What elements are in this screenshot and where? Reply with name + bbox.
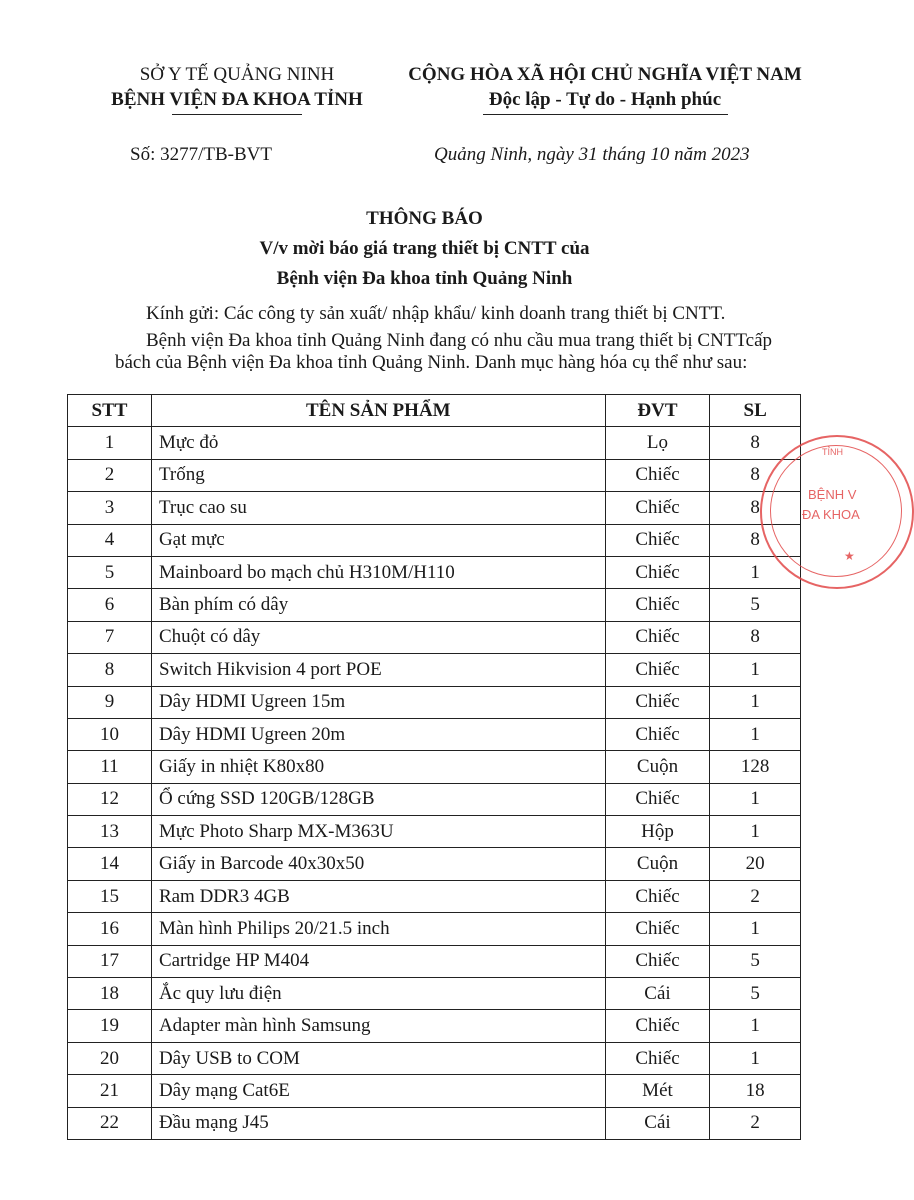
cell-stt: 22 [68,1107,152,1139]
cell-unit: Chiếc [605,1042,710,1074]
cell-qty: 1 [710,556,801,588]
cell-stt: 18 [68,978,152,1010]
table-row [68,751,801,783]
table-row [68,816,801,848]
cell-name: Mực đỏ [151,427,605,459]
national-motto: Độc lập - Tự do - Hạnh phúc [488,89,722,110]
cell-name: Switch Hikvision 4 port POE [151,654,605,686]
org-name: BỆNH VIỆN ĐA KHOA TỈNH [111,89,363,110]
cell-name: Gạt mực [151,524,605,556]
cell-qty: 8 [710,492,801,524]
cell-name: Giấy in nhiệt K80x80 [151,751,605,783]
cell-name: Giấy in Barcode 40x30x50 [151,848,605,880]
cell-unit: Chiếc [605,945,710,977]
cell-unit: Chiếc [605,880,710,912]
cell-qty: 20 [710,848,801,880]
org-parent: SỞ Y TẾ QUẢNG NINH [139,64,335,85]
org-underline [172,114,302,115]
cell-qty: 1 [710,816,801,848]
country-name: CỘNG HÒA XÃ HỘI CHỦ NGHĨA VIỆT NAM [408,64,802,85]
cell-unit: Chiếc [605,524,710,556]
cell-stt: 8 [68,654,152,686]
header-qty: SL [710,395,801,427]
cell-name: Dây HDMI Ugreen 20m [151,718,605,750]
table-row [68,1010,801,1042]
cell-qty: 18 [710,1075,801,1107]
title-line-3: Bệnh viện Đa khoa tỉnh Quảng Ninh [276,268,573,289]
cell-name: Cartridge HP M404 [151,945,605,977]
header-national [385,62,825,115]
cell-name: Ắc quy lưu điện [151,978,605,1010]
cell-stt: 9 [68,686,152,718]
header-name: TÊN SẢN PHẨM [151,395,605,427]
motto-underline [483,114,728,115]
cell-stt: 5 [68,556,152,588]
cell-unit: Chiếc [605,492,710,524]
cell-unit: Chiếc [605,589,710,621]
table-row [68,848,801,880]
cell-stt: 20 [68,1042,152,1074]
table-row [68,913,801,945]
table-row [68,524,801,556]
cell-stt: 6 [68,589,152,621]
table-row [68,556,801,588]
header-unit: ĐVT [605,395,710,427]
cell-unit: Cuộn [605,751,710,783]
cell-stt: 11 [68,751,152,783]
stamp-star-icon: ★ [844,549,855,563]
cell-qty: 1 [710,1010,801,1042]
cell-name: Dây HDMI Ugreen 15m [151,686,605,718]
stamp-top-text: TỈNH [822,447,843,457]
cell-unit: Lọ [605,427,710,459]
table-row [68,945,801,977]
cell-name: Ổ cứng SSD 120GB/128GB [151,783,605,815]
cell-name: Trục cao su [151,492,605,524]
cell-qty: 2 [710,1107,801,1139]
table-row [68,783,801,815]
cell-qty: 8 [710,459,801,491]
cell-unit: Chiếc [605,1010,710,1042]
table-row [68,621,801,653]
cell-stt: 19 [68,1010,152,1042]
cell-unit: Mét [605,1075,710,1107]
table-row [68,492,801,524]
cell-unit: Chiếc [605,654,710,686]
stamp-text-2: ĐA KHOA [802,507,860,522]
cell-name: Dây USB to COM [151,1042,605,1074]
cell-name: Màn hình Philips 20/21.5 inch [151,913,605,945]
cell-stt: 15 [68,880,152,912]
header-organization [92,62,382,115]
intro-paragraph: Bệnh viện Đa khoa tỉnh Quảng Ninh đang có nhu cầu mua trang thiết bị CNTTcấp bách của Bệnh viện Đa khoa tỉnh Quảng Ninh. Danh mục hàng hóa cụ thể như sau: [115,330,773,373]
table-row [68,718,801,750]
red-seal-stamp [760,435,914,589]
table-row [68,978,801,1010]
cell-stt: 7 [68,621,152,653]
title-line-1: THÔNG BÁO [366,208,483,229]
cell-unit: Hộp [605,816,710,848]
table-row [68,1075,801,1107]
table-row [68,459,801,491]
cell-qty: 5 [710,978,801,1010]
cell-qty: 2 [710,880,801,912]
cell-qty: 1 [710,718,801,750]
stamp-text-1: BỆNH V [808,487,857,502]
cell-stt: 10 [68,718,152,750]
cell-name: Dây mạng Cat6E [151,1075,605,1107]
title-line-2: V/v mời báo giá trang thiết bị CNTT của [259,238,590,259]
cell-name: Chuột có dây [151,621,605,653]
cell-qty: 1 [710,783,801,815]
table-row [68,589,801,621]
cell-unit: Cái [605,1107,710,1139]
cell-name: Bàn phím có dây [151,589,605,621]
cell-qty: 8 [710,621,801,653]
cell-name: Đầu mạng J45 [151,1107,605,1139]
cell-qty: 1 [710,686,801,718]
cell-name: Mainboard bo mạch chủ H310M/H110 [151,556,605,588]
cell-name: Ram DDR3 4GB [151,880,605,912]
cell-stt: 12 [68,783,152,815]
cell-unit: Chiếc [605,783,710,815]
table-row [68,427,801,459]
cell-stt: 21 [68,1075,152,1107]
cell-unit: Chiếc [605,621,710,653]
table-row [68,1107,801,1139]
cell-name: Trống [151,459,605,491]
cell-unit: Chiếc [605,556,710,588]
cell-qty: 8 [710,427,801,459]
header-stt: STT [68,395,152,427]
cell-stt: 2 [68,459,152,491]
cell-name: Mực Photo Sharp MX-M363U [151,816,605,848]
cell-name: Adapter màn hình Samsung [151,1010,605,1042]
cell-stt: 14 [68,848,152,880]
cell-unit: Chiếc [605,718,710,750]
cell-qty: 8 [710,524,801,556]
table-row [68,880,801,912]
cell-qty: 5 [710,589,801,621]
cell-unit: Cái [605,978,710,1010]
cell-stt: 1 [68,427,152,459]
cell-stt: 4 [68,524,152,556]
cell-qty: 1 [710,654,801,686]
cell-qty: 5 [710,945,801,977]
document-number: Số: 3277/TB-BVT [130,144,272,165]
cell-unit: Cuộn [605,848,710,880]
document-place-date: Quảng Ninh, ngày 31 tháng 10 năm 2023 [434,144,750,165]
cell-qty: 1 [710,1042,801,1074]
document-title [0,204,849,294]
table-row [68,686,801,718]
cell-unit: Chiếc [605,686,710,718]
table-row [68,1042,801,1074]
cell-stt: 17 [68,945,152,977]
table-header-row [68,395,801,427]
cell-unit: Chiếc [605,913,710,945]
cell-stt: 3 [68,492,152,524]
greeting: Kính gửi: Các công ty sản xuất/ nhập khẩu/ kinh doanh trang thiết bị CNTT. [146,303,726,324]
cell-qty: 1 [710,913,801,945]
table-row [68,654,801,686]
cell-qty: 128 [710,751,801,783]
cell-stt: 13 [68,816,152,848]
items-table [67,394,801,1140]
cell-unit: Chiếc [605,459,710,491]
cell-stt: 16 [68,913,152,945]
